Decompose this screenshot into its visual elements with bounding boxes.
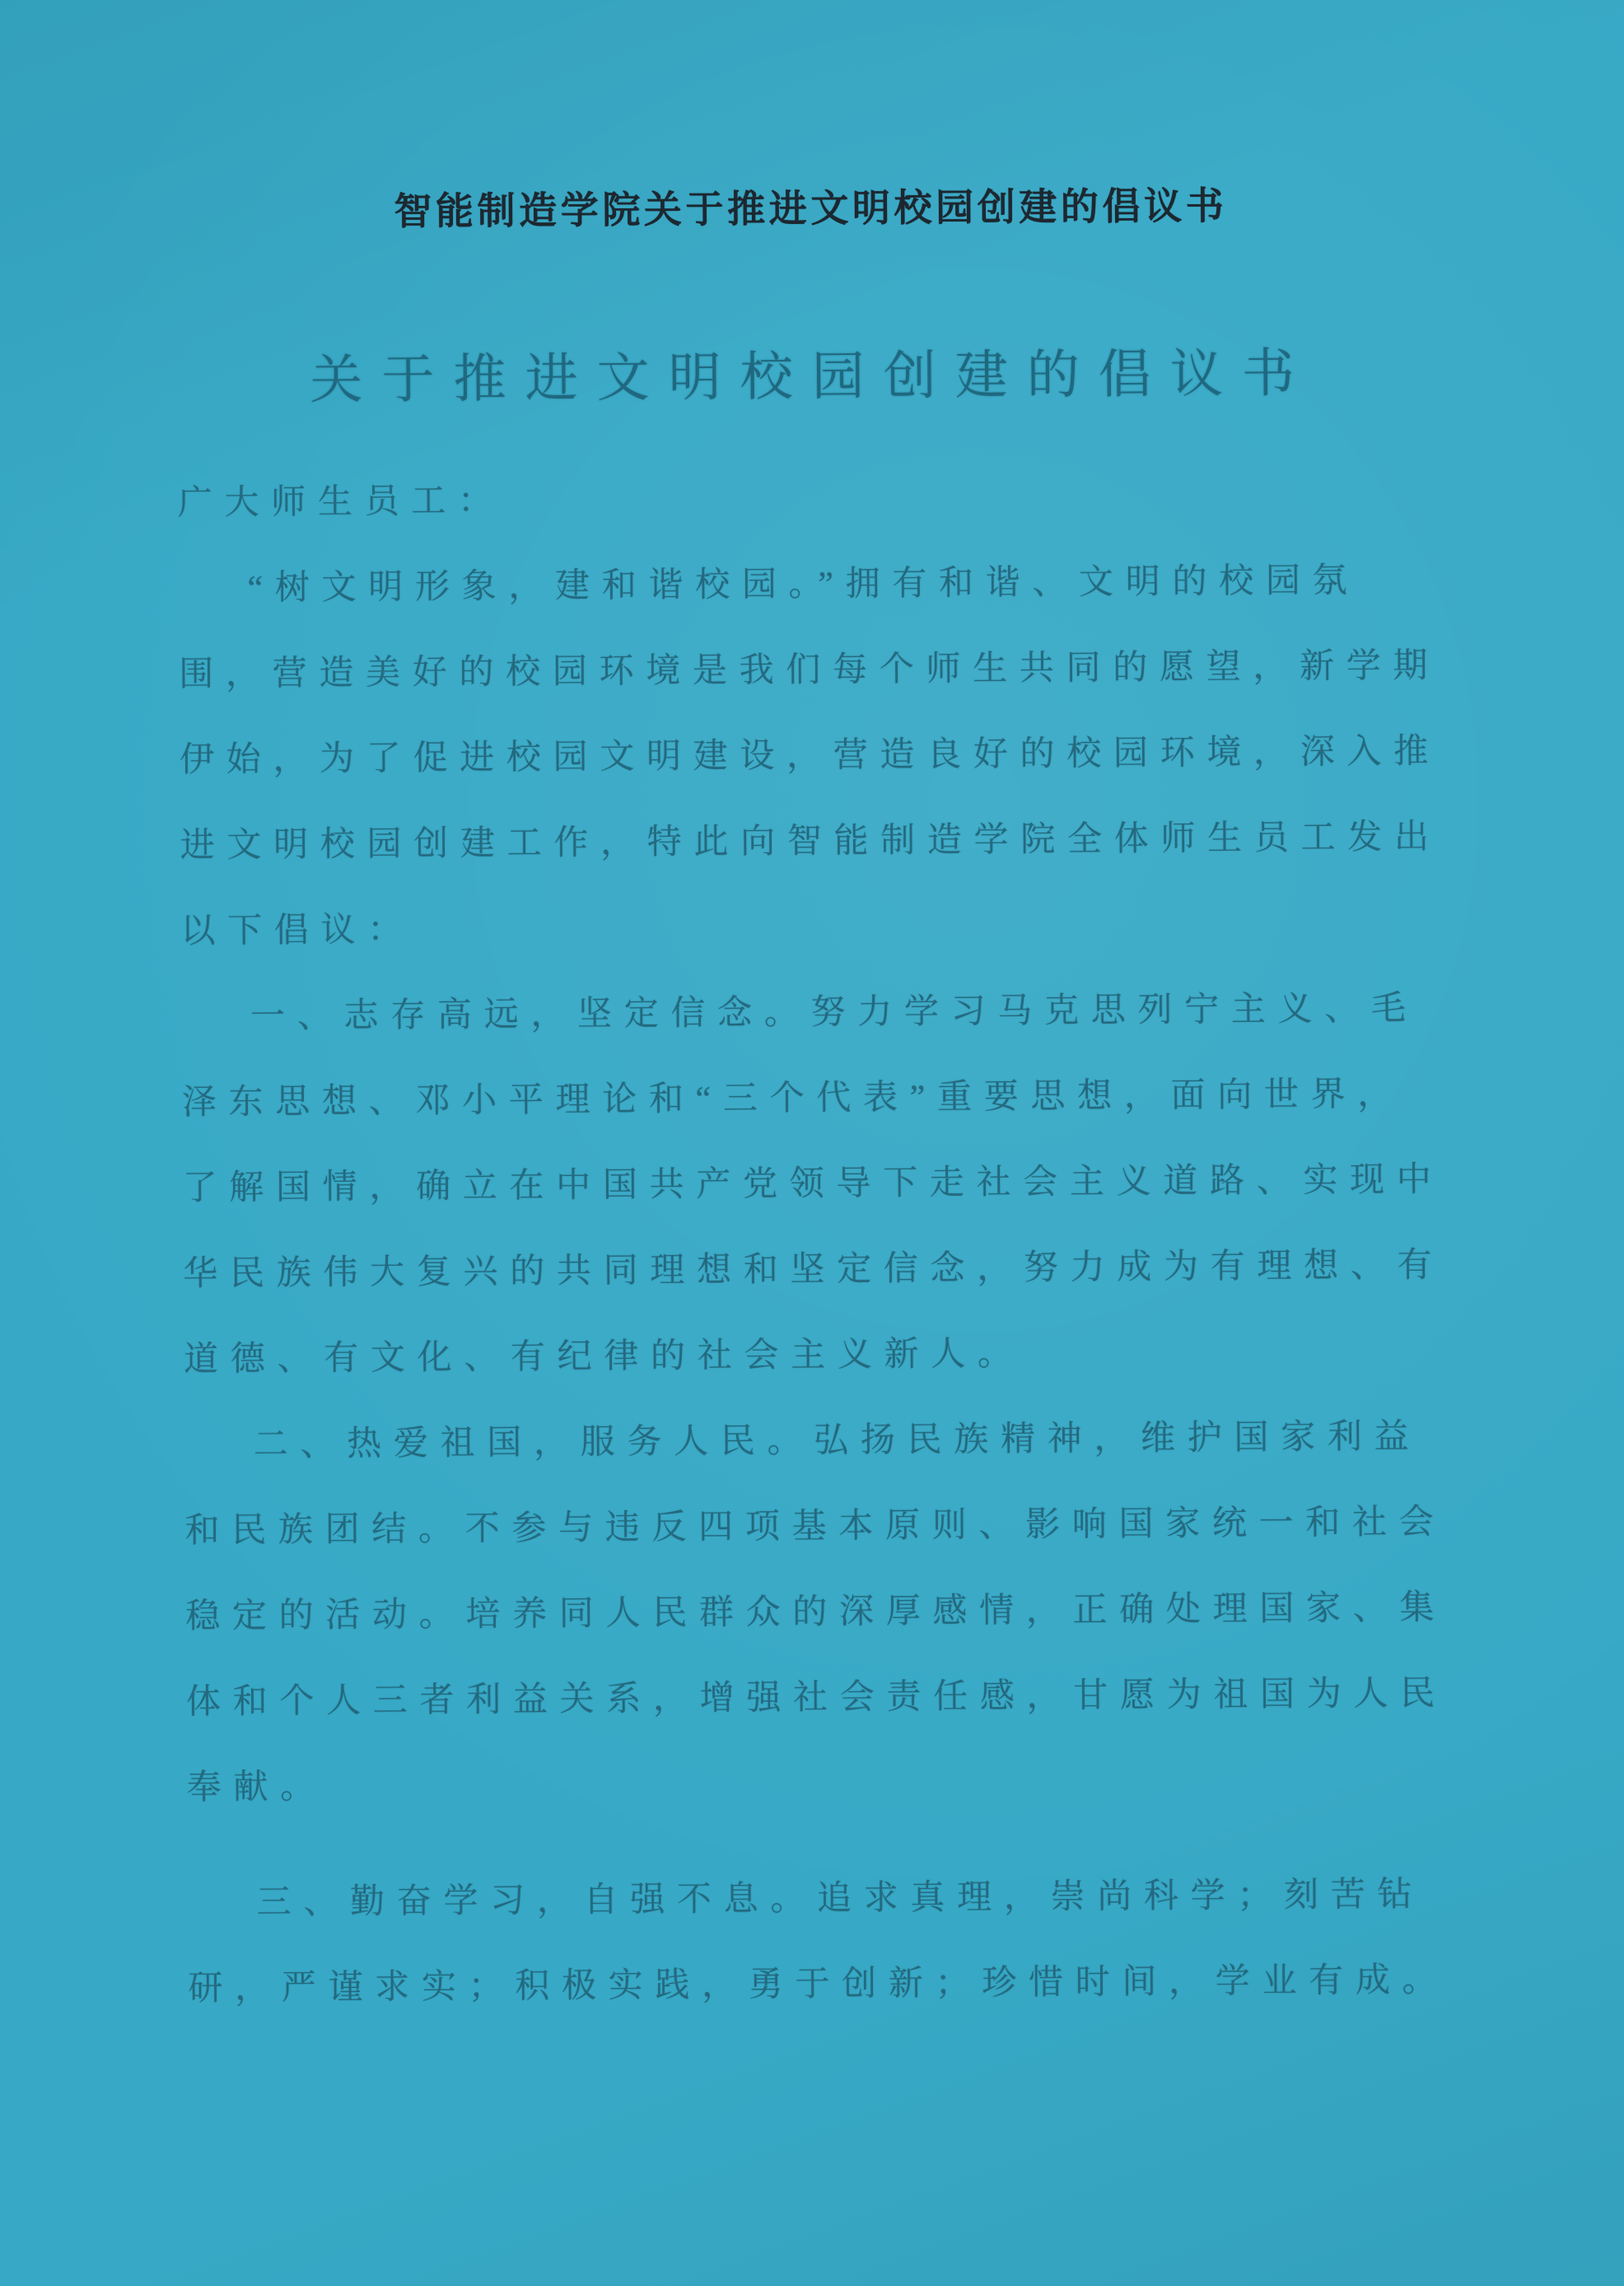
document-header-title: 智能制造学院关于推进文明校园创建的倡议书 — [394, 184, 1228, 233]
body-line: 泽东思想、邓小平理论和“三个代表”重要思想，面向世界， — [181, 1075, 1405, 1122]
body-line: 和民族团结。不参与违反四项基本原则、影响国家统一和社会 — [184, 1503, 1446, 1551]
body-line: 进文明校园创建工作，特此向智能制造学院全体师生员工发出 — [180, 818, 1441, 865]
document-body — [178, 538, 1458, 2032]
salutation-line: 广大师生员工： — [177, 482, 505, 523]
body-line: 伊始，为了促进校园文明建设，营造良好的校园环境，深入推 — [179, 732, 1441, 780]
body-line: 二、热爱祖国，服务人民。弘扬民族精神，维护国家利益 — [253, 1418, 1421, 1464]
body-line: 围，营造美好的校园环境是我们每个师生共同的愿望，新学期 — [179, 646, 1440, 694]
body-line: 以下倡议： — [180, 911, 415, 951]
body-line: 一、志存高远，坚定信念。努力学习马克思列宁主义、毛 — [250, 990, 1418, 1036]
body-line: 道德、有文化、有纪律的社会主义新人。 — [183, 1335, 1024, 1379]
body-line: 了解国情，确立在中国共产党领导下走社会主义道路、实现中 — [182, 1160, 1444, 1208]
body-line: “树文明形象，建和谐校园。”拥有和谐、文明的校园氛 — [247, 562, 1360, 608]
body-line: 华民族伟大复兴的共同理想和坚定信念，努力成为有理想、有 — [183, 1246, 1444, 1294]
body-line: 奉献。 — [186, 1768, 327, 1808]
body-line: 研，严谨求实；积极实践，勇于创新；珍惜时间，学业有成。 — [188, 1961, 1449, 2008]
body-line: 三、勤奋学习，自强不息。追求真理，崇尚科学；刻苦钻 — [256, 1876, 1425, 1922]
body-line: 体和个人三者利益关系，增强社会责任感，甘愿为祖国为人民 — [185, 1674, 1448, 1722]
document-main-title: 关于推进文明校园创建的倡议书 — [310, 343, 1314, 409]
body-line: 稳定的活动。培养同人民群众的深厚感情，正确处理国家、集 — [185, 1589, 1447, 1636]
